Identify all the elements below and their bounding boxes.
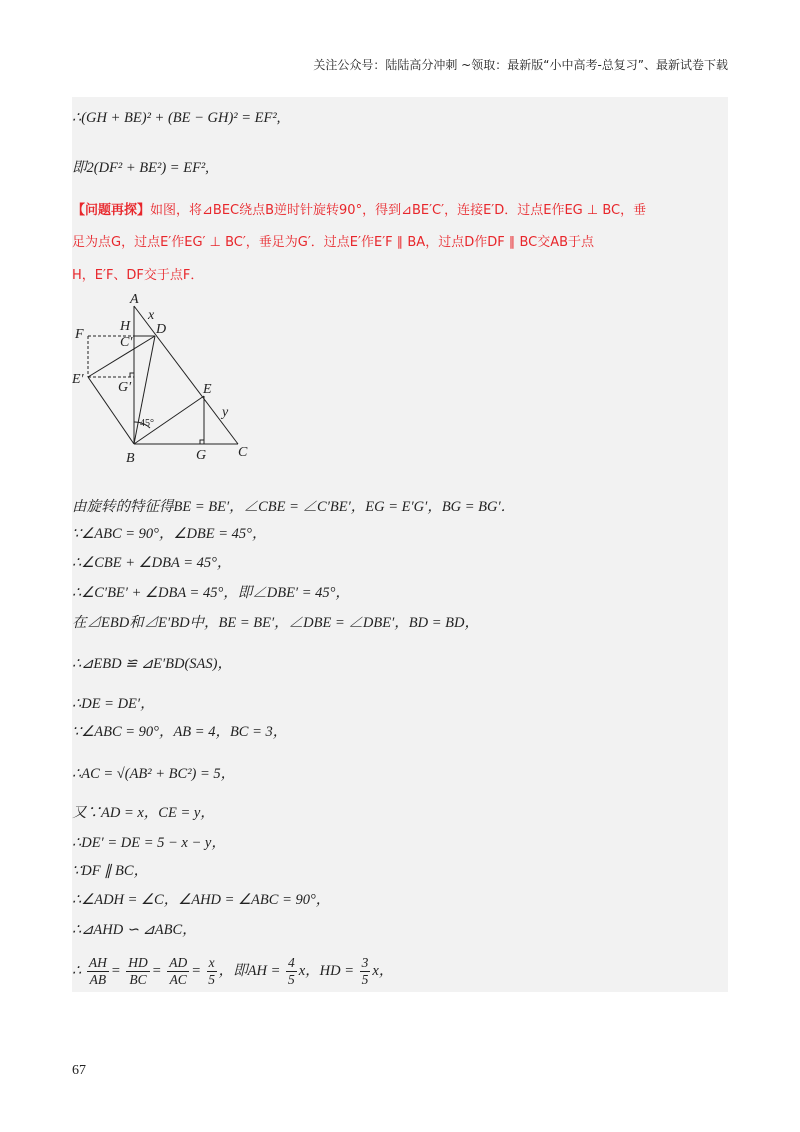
solution-line-4: ∴∠C′BE′ + ∠DBA = 45°，即∠DBE′ = 45°， [72,585,350,601]
label-x: x [148,308,155,323]
label-B: B [126,451,135,466]
solution-line-11: ∴DE′ = DE = 5 − x − y， [72,835,226,851]
fraction-4-5: $\frac{4}{5}$ [288,955,295,988]
fraction-ah-ab: $\frac{AH}{AB}$ [88,955,107,988]
problem-text-1: 如图，将⊿BEC绕点B逆时针旋转90°，得到⊿BE′C′，连接E′D．过点E作EG ⊥ BC，垂 [150,203,647,218]
solution-line-9: ∴AC = √(AB² + BC²) = 5， [72,766,236,782]
label-G-prime: G′ [118,380,132,395]
solution-line-1: 由旋转的特征得BE = BE′，∠CBE = ∠C′BE′，EG = E′G′，BG = BG′． [72,499,516,515]
label-E-prime: E′ [72,372,84,387]
solution-line-15: ∴ $\frac{AH}{AB}$ = $\frac{HD}{BC}$ = $\frac{AD}{AC}$ = $\frac{x}{5}$ ，即AH = $\frac{4}{5}$ x，HD = $\frac{3}{5}$ x， [72,955,394,988]
result-text-2: x，HD = [298,963,355,979]
solution-line-12: ∵DF ∥ BC， [72,863,149,879]
label-F: F [75,327,84,342]
label-C: C [238,445,248,460]
problem-line-1 [72,200,728,221]
solution-panel [72,97,728,992]
solution-line-5: 在⊿EBD和⊿E′BD中，BE = BE′，∠DBE = ∠DBE′，BD = BD， [72,615,479,631]
page-header: 关注公众号：陆陆高分冲刺 ~领取：最新版“小中高考-总复习”、最新试卷下载 [313,58,728,72]
equation-line-1: ∴(GH + BE)² + (BE − GH)² = EF², [72,110,281,126]
label-E: E [203,382,212,397]
therefore-symbol: ∴ [72,963,82,979]
problem-line-3: H，E′F、DF交于点F． [72,268,204,283]
geometry-figure [72,292,272,467]
solution-line-10: 又∵AD = x，CE = y， [72,805,215,821]
label-A: A [130,292,139,307]
section-tag: 【问题再探】 [72,203,151,218]
result-text-1: ，即AH = [218,963,281,979]
label-D: D [156,322,167,337]
label-G: G [196,448,207,463]
label-y: y [222,405,229,420]
label-H: H [120,319,131,334]
solution-line-13: ∴∠ADH = ∠C，∠AHD = ∠ABC = 90°， [72,892,331,908]
solution-line-3: ∴∠CBE + ∠DBA = 45°， [72,555,232,571]
result-text-3: x， [372,963,394,979]
solution-line-7: ∴DE = DE′， [72,696,155,712]
equation-line-2: 即2(DF² + BE²) = EF², [72,160,209,176]
solution-line-8: ∵∠ABC = 90°，AB = 4，BC = 3， [72,724,288,740]
solution-line-6: ∴⊿EBD ≌ ⊿E′BD(SAS)， [72,656,232,672]
fraction-ad-ac: $\frac{AD}{AC}$ [169,955,188,988]
fraction-x-5: $\frac{x}{5}$ [208,955,215,988]
page-number: 67 [72,1063,86,1078]
label-angle: 45° [140,418,154,429]
fraction-3-5: $\frac{3}{5}$ [361,955,369,988]
label-C-prime: C′ [120,335,133,350]
solution-line-14: ∴⊿AHD ∽ ⊿ABC， [72,922,197,938]
solution-line-2: ∵∠ABC = 90°，∠DBE = 45°， [72,526,267,542]
problem-line-2: 足为点G，过点E′作EG′ ⊥ BC′，垂足为G′．过点E′作E′F ∥ BA，过点D作DF ∥ BC交AB于点 [72,235,595,250]
fraction-hd-bc: $\frac{HD}{BC}$ [128,955,148,988]
